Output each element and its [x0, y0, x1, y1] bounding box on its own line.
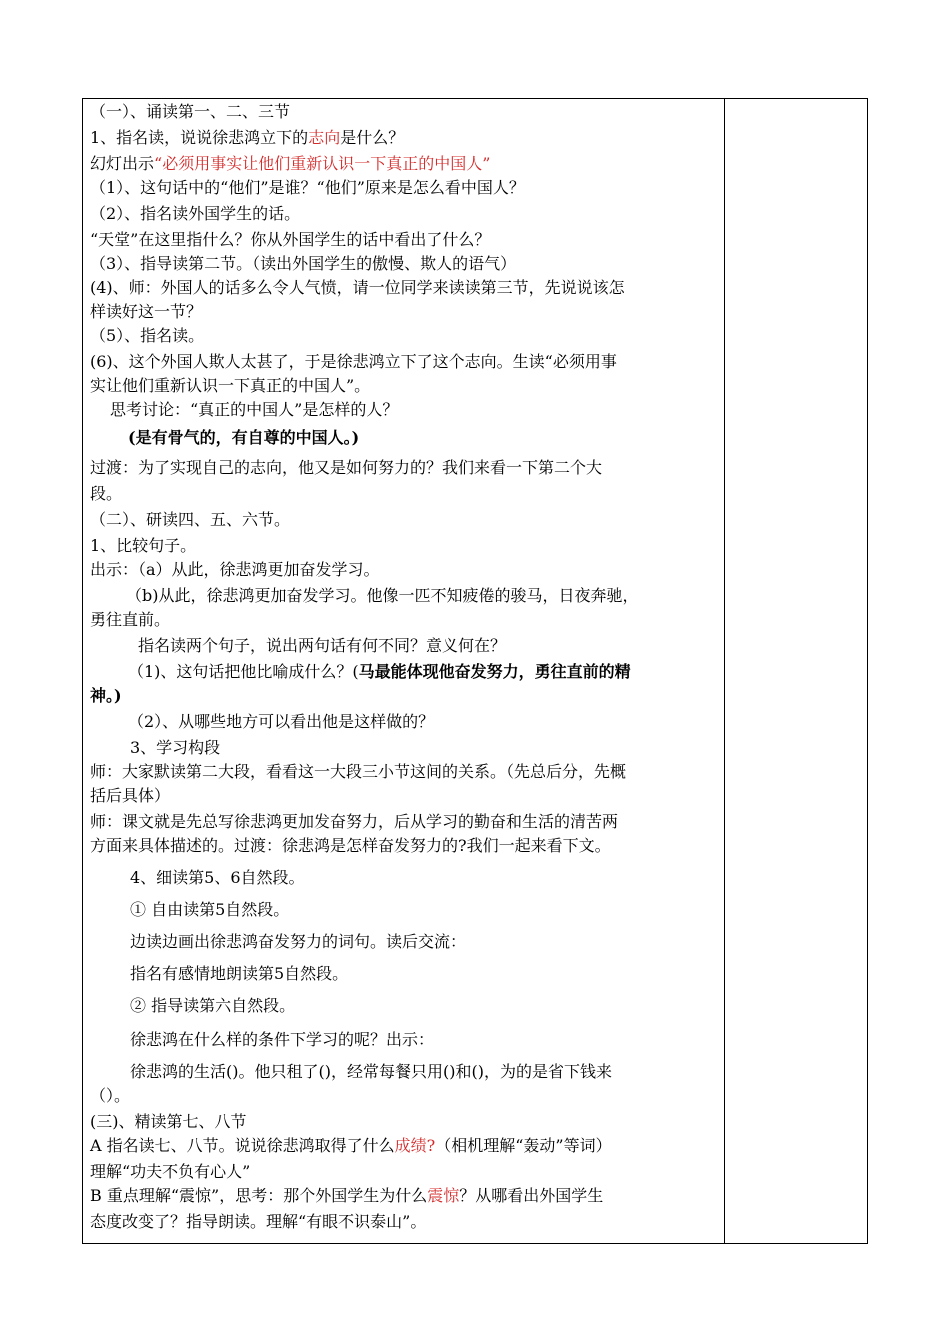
line-text: 是什么？: [340, 128, 405, 147]
text-line: [90, 483, 122, 505]
line-text: 指名有感情地朗读第5自然段。: [130, 964, 349, 983]
text-line: [90, 1161, 250, 1183]
line-text: (4)、师：外国人的话多么令人气愤，请一位同学来读读第三节，先说说该怎: [90, 278, 625, 297]
text-line: [130, 995, 295, 1017]
line-text: A 指名读七、八节。说说徐悲鸿取得了什么: [90, 1136, 395, 1155]
text-line: [130, 931, 466, 953]
text-line: [90, 203, 300, 225]
bold-text: (是有骨气的，有自尊的中国人。): [128, 428, 360, 447]
text-line: [90, 785, 170, 807]
line-text: 师：课文就是先总写徐悲鸿更加发奋努力，后从学习的勤奋和生活的清苦两: [90, 812, 619, 831]
line-text: （二）、研读四、五、六节。: [90, 510, 291, 529]
line-text: (6)、这个外国人欺人太甚了，于是徐悲鸿立下了这个志向。生读“必须用事: [90, 352, 617, 371]
line-text: （b)从此，徐悲鸿更加奋发学习。他像一匹不知疲倦的骏马，日夜奔驰，: [126, 586, 639, 605]
line-text: B 重点理解“震惊”，思考：那个外国学生为什么: [90, 1186, 428, 1205]
line-text: “天堂”在这里指什么？你从外国学生的话中看出了什么？: [90, 230, 491, 249]
line-text: 1、比较句子。: [90, 536, 197, 555]
line-text: 3、学习构段: [130, 738, 221, 757]
line-text: （1）、这句话中的“他们”是谁？“他们”原来是怎么看中国人？: [90, 178, 525, 197]
highlighted-text: 志向: [308, 128, 341, 147]
line-text: 幻灯出示: [90, 154, 155, 173]
text-line: [90, 685, 122, 707]
highlighted-text: 震惊: [427, 1186, 460, 1205]
text-line: [130, 867, 305, 889]
line-text: （一）、诵读第一、二、三节: [90, 102, 291, 121]
line-text: 态度改变了？指导朗读。理解“有眼不识泰山”。: [90, 1212, 427, 1231]
text-line: [90, 1111, 247, 1133]
text-line: [90, 559, 380, 581]
line-text: 师：大家默读第二大段，看看这一大段三小节这间的关系。（先总后分，先概: [90, 762, 627, 781]
text-line: [138, 635, 506, 657]
line-text: （）。: [90, 1086, 131, 1105]
line-text: ① 自由读第5自然段。: [130, 900, 290, 919]
text-line: [130, 1029, 434, 1051]
line-text: 指名读两个句子，说出两句话有何不同？意义何在？: [138, 636, 507, 655]
text-line: [90, 457, 602, 479]
text-line: [130, 899, 289, 921]
text-line: [90, 835, 611, 857]
line-text: 4、细读第5、6自然段。: [130, 868, 305, 887]
column-divider: [724, 98, 725, 1244]
text-line: [128, 427, 359, 449]
text-line: [130, 737, 220, 759]
text-line: [90, 811, 618, 833]
text-line: [90, 1135, 612, 1157]
text-line: [130, 963, 348, 985]
text-line: [126, 585, 639, 607]
line-text: 理解“功夫不负有心人”: [90, 1162, 251, 1181]
line-text: 括后具体）: [90, 786, 171, 805]
line-text: （3）、指导读第二节。（读出外国学生的傲慢、欺人的语气）: [90, 254, 517, 273]
text-line: [90, 1211, 426, 1233]
text-line: [128, 711, 434, 733]
text-line: [90, 301, 202, 323]
line-text: ② 指导读第六自然段。: [130, 996, 296, 1015]
bold-text: 马最能体现他奋发努力，勇往直前的精: [358, 662, 631, 681]
line-text: （2）、指名读外国学生的话。: [90, 204, 301, 223]
text-line: [90, 351, 617, 373]
line-text: 思考讨论：“真正的中国人”是怎样的人？: [110, 400, 399, 419]
text-line: [130, 1061, 612, 1083]
line-text: 勇往直前。: [90, 610, 171, 629]
text-line: [90, 277, 625, 299]
line-text: 徐悲鸿的生活()。他只租了()，经常每餐只用()和()，为的是省下钱来: [130, 1062, 612, 1081]
bold-text: 神。): [90, 686, 122, 705]
text-line: [90, 253, 516, 275]
text-line: [90, 609, 170, 631]
line-text: （5）、指名读。: [90, 326, 205, 345]
text-line: [110, 399, 398, 421]
line-text: 1、指名读，说说徐悲鸿立下的: [90, 128, 309, 147]
line-text: 过渡：为了实现自己的志向，他又是如何努力的？我们来看一下第二个大: [90, 458, 603, 477]
line-text: 边读边画出徐悲鸿奋发努力的词句。读后交流：: [130, 932, 467, 951]
text-line: [90, 1085, 130, 1107]
line-text: 实让他们重新认识一下真正的中国人”。: [90, 376, 371, 395]
line-text: 段。: [90, 484, 123, 503]
line-text: ？从哪看出外国学生: [459, 1186, 604, 1205]
highlighted-text: “必须用事实让他们重新认识一下真正的中国人”: [154, 154, 491, 173]
text-line: [90, 127, 404, 149]
line-text: 徐悲鸿在什么样的条件下学习的呢？出示：: [130, 1030, 435, 1049]
line-text: 出示：（a）从此，徐悲鸿更加奋发学习。: [90, 560, 380, 579]
line-text: 方面来具体描述的。过渡：徐悲鸿是怎样奋发努力的?我们一起来看下文。: [90, 836, 611, 855]
text-line: [90, 509, 290, 531]
text-line: [90, 761, 626, 783]
line-text: (三)、精读第七、八节: [90, 1112, 247, 1131]
text-line: [90, 229, 490, 251]
highlighted-text: 成绩?: [394, 1136, 436, 1155]
text-line: [90, 375, 370, 397]
text-line: [90, 101, 290, 123]
text-line: [90, 177, 525, 199]
text-line: [90, 325, 204, 347]
line-text: 样读好这一节？: [90, 302, 203, 321]
text-line: [90, 153, 490, 175]
line-text: （1)、这句话把他比喻成什么？(: [128, 662, 359, 681]
text-line: [90, 535, 196, 557]
text-line: [90, 1185, 603, 1207]
line-text: （相机理解“轰动”等词）: [435, 1136, 612, 1155]
text-line: [128, 661, 631, 683]
line-text: （2）、从哪些地方可以看出他是这样做的？: [128, 712, 435, 731]
